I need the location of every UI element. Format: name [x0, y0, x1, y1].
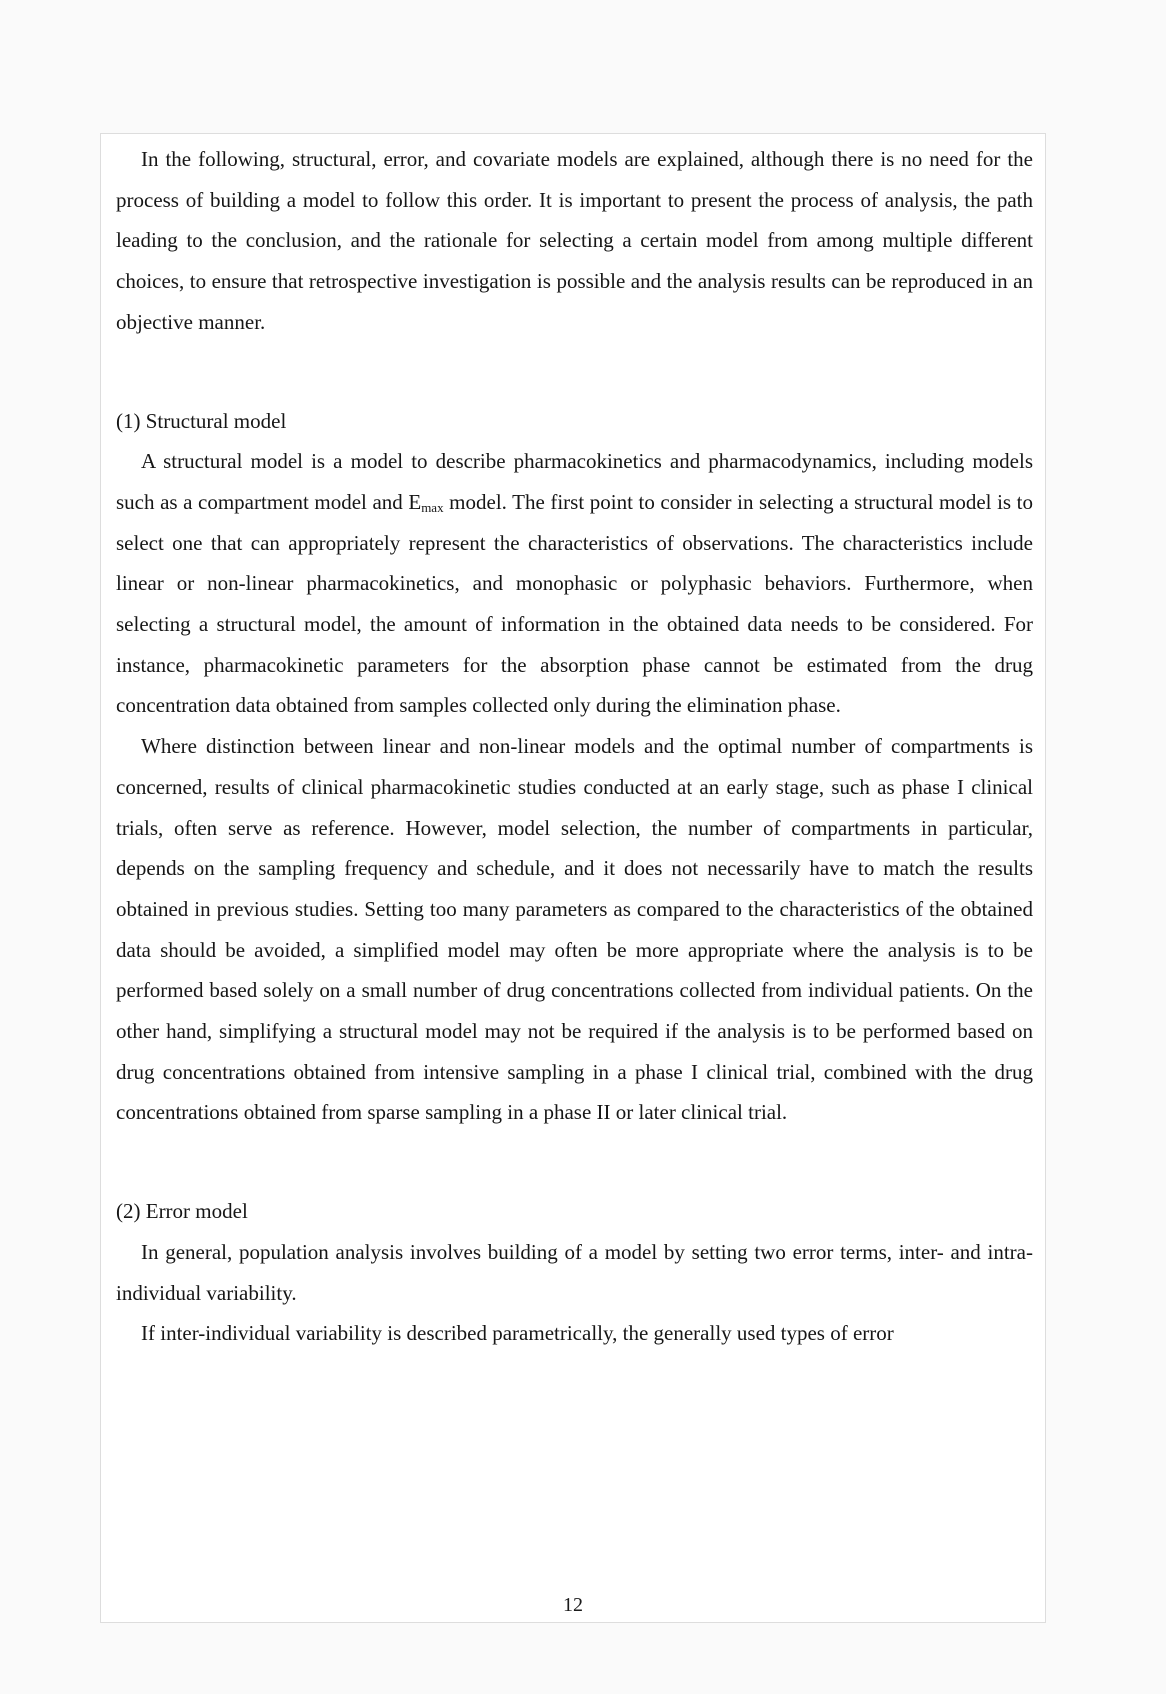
emax-symbol-base: E	[408, 489, 422, 514]
error-model-paragraph-1: In general, population analysis involves building of a model by setting two error terms, inter- and intra-individual variability.	[116, 1239, 1033, 1305]
emax-symbol-subscript: max	[421, 499, 444, 515]
section-1-heading: (1) Structural model	[116, 408, 287, 433]
document-page	[100, 133, 1046, 1623]
intro-paragraph: In the following, structural, error, and covariate models are explained, although there is no need for the process of building a model to follow this order. It is important to present the process of analysis, the path leading to the conclusion, and the rationale for selecting a certain model from among multiple different choices, to ensure that retrospective investigation is possible and the analysis results can be reproduced in an objective manner.	[116, 147, 1033, 334]
structural-p1-text-after-emax: model. The first point to consider in selecting a structural model is to select one that can appropriately represent the characteristics of observations. The characteristics include linear or non-linear pharmacokinetics, and monophasic or polyphasic behaviors. Furthermore, when selecting a structural model, the amount of information in the obtained data needs to be considered. For instance, pharmacokinetic parameters for the absorption phase cannot be estimated from the drug concentration data obtained from samples collected only during the elimination phase.	[116, 489, 1033, 718]
structural-p1-text-before-emax: A structural model is a model to describe pharmacokinetics and pharmacodynamics, including models such as a compartment model and	[116, 449, 1033, 514]
section-2-heading: (2) Error model	[116, 1199, 248, 1224]
page-content	[101, 134, 1045, 1354]
structural-model-paragraph-2: Where distinction between linear and non-linear models and the optimal number of compartments is concerned, results of clinical pharmacokinetic studies conducted at an early stage, such as phase I clinical trials, often serve as reference. However, model selection, the number of compartments in particular, depends on the sampling frequency and schedule, and it does not necessarily have to match the results obtained in previous studies. Setting too many parameters as compared to the characteristics of the obtained data should be avoided, a simplified model may often be more appropriate where the analysis is to be performed based solely on a small number of drug concentrations collected from individual patients. On the other hand, simplifying a structural model may not be required if the analysis is to be performed based on drug concentrations obtained from intensive sampling in a phase I clinical trial, combined with the drug concentrations obtained from sparse sampling in a phase II or later clinical trial.	[116, 734, 1033, 1125]
error-model-paragraph-2: If inter-individual variability is described parametrically, the generally used types of error	[141, 1321, 894, 1346]
page-number: 12	[563, 1594, 583, 1616]
structural-model-paragraph-1	[116, 441, 1033, 726]
